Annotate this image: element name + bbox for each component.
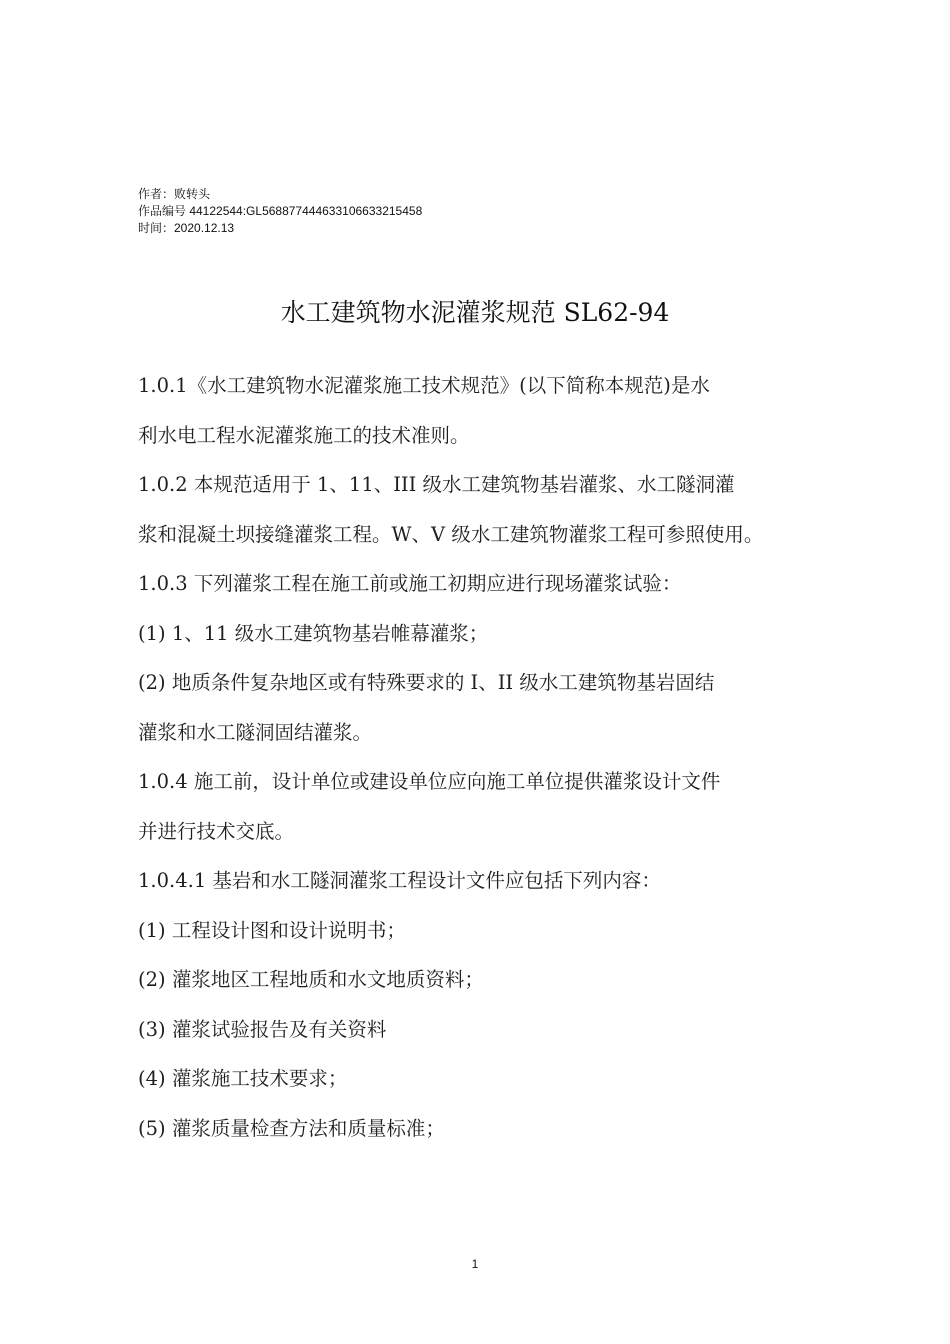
document-metadata xyxy=(138,186,422,237)
body-line: 1.0.3 下列灌浆工程在施工前或施工初期应进行现场灌浆试验： xyxy=(138,572,682,595)
body-line: 灌浆和水工隧洞固结灌浆。 xyxy=(138,720,373,744)
body-line: (1) 工程设计图和设计说明书； xyxy=(138,918,406,942)
body-line: 并进行技术交底。 xyxy=(138,819,295,843)
date-line: 时间：2020.12.13 xyxy=(138,221,235,235)
body-line: 利水电工程水泥灌浆施工的技术准则。 xyxy=(138,423,470,447)
body-line: 1.0.2 本规范适用于 1、11、III 级水工建筑物基岩灌浆、水工隧洞灌 xyxy=(138,473,735,496)
body-line: (2) 地质条件复杂地区或有特殊要求的 I、II 级水工建筑物基岩固结 xyxy=(138,671,715,694)
author-line: 作者：败转头 xyxy=(138,187,211,201)
document-title: 水工建筑物水泥灌浆规范 SL62-94 xyxy=(280,298,670,327)
body-line: 1.0.4.1 基岩和水工隧洞灌浆工程设计文件应包括下列内容： xyxy=(138,869,661,892)
body-line: (2) 灌浆地区工程地质和水文地质资料； xyxy=(138,968,484,991)
body-line: 1.0.4 施工前，设计单位或建设单位应向施工单位提供灌浆设计文件 xyxy=(138,770,721,793)
body-line: (5) 灌浆质量检查方法和质量标准； xyxy=(138,1116,445,1140)
document-body xyxy=(138,361,838,1153)
page-number: 1 xyxy=(471,1257,479,1271)
body-line: 浆和混凝土坝接缝灌浆工程。W、V 级水工建筑物灌浆工程可参照使用。 xyxy=(138,522,764,546)
body-line: (1) 1、11 级水工建筑物基岩帷幕灌浆； xyxy=(138,621,489,645)
body-line: (3) 灌浆试验报告及有关资料 xyxy=(138,1017,387,1041)
body-line: 1.0.1《水工建筑物水泥灌浆施工技术规范》(以下简称本规范)是水 xyxy=(138,374,710,397)
body-line: (4) 灌浆施工技术要求； xyxy=(138,1067,348,1090)
work-number-line: 作品编号 44122544:GL568877444633106633215458 xyxy=(138,204,423,218)
